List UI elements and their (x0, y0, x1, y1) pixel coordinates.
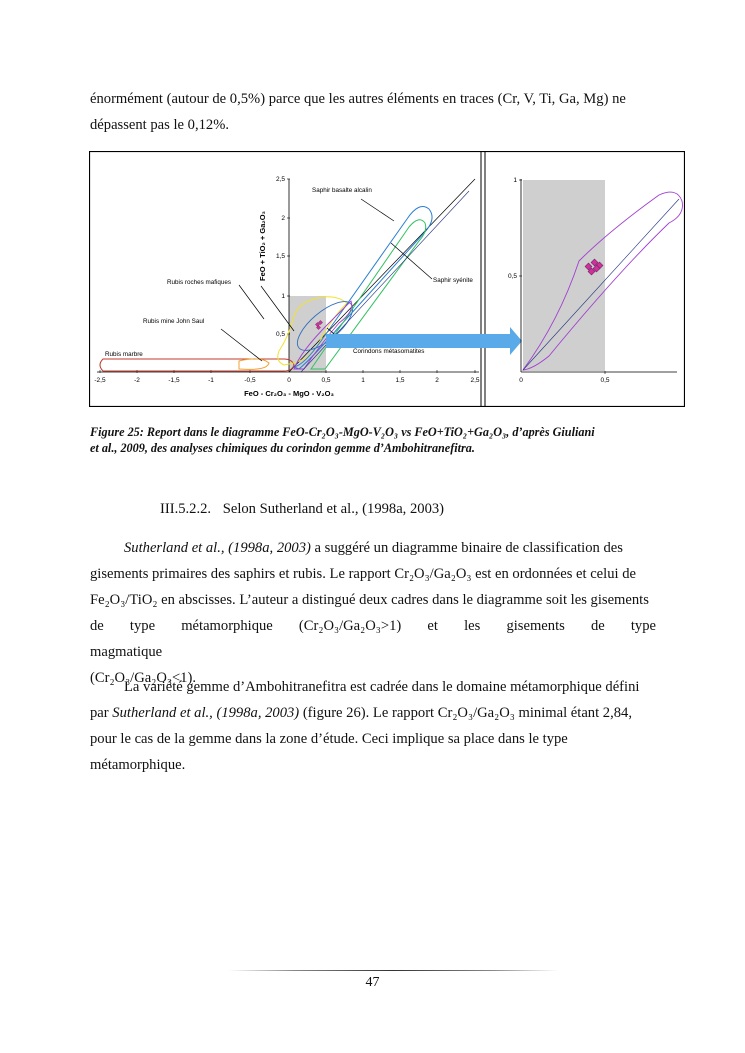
page-number: 47 (365, 975, 380, 990)
p3-line3: pour le cas de la gemme dans la zone d’étude. Ceci implique sa place dans le type (90, 731, 568, 747)
left-x-label: FeO - Cr₂O₃ - MgO - V₂O₃ (244, 389, 334, 398)
y-tick: 1,5 (275, 253, 285, 260)
footer-rule (228, 970, 558, 971)
right-y-tick: 1 (513, 177, 517, 184)
p3-ref: Sutherland et al., (1998a, 2003) (112, 705, 300, 721)
x-tick: -2 (134, 377, 140, 384)
paragraph-sutherland (90, 535, 656, 691)
p3-line4: métamorphique. (90, 757, 186, 773)
figure-25 (89, 151, 685, 407)
label-saphir-basalte: Saphir basalte alcalin (312, 187, 372, 194)
p3-line2-post: (figure 26). Le rapport Cr₂O₃/Ga₂O₃ minimal étant 2,84, (299, 705, 632, 721)
label-saphir-syenite: Saphir syénite (433, 277, 473, 284)
x-tick: 1,5 (395, 377, 405, 384)
y-tick: 0,5 (275, 331, 285, 338)
x-tick: -0,5 (244, 377, 256, 384)
x-tick: 0,5 (321, 377, 331, 384)
x-tick: 2 (435, 377, 439, 384)
label-corindons: Corindons métasomatites (353, 348, 425, 355)
right-x-tick: 0 (519, 377, 523, 384)
x-tick: -2,5 (94, 377, 106, 384)
left-y-label: FeO + TiO₂ + Ga₂O₃ (258, 210, 267, 282)
p2-ref: Sutherland et al., (1998a, 2003) (124, 540, 311, 556)
p3-line2 (90, 700, 656, 726)
right-x-tick: 0,5 (600, 377, 610, 384)
label-rubis-marbre: Rubis marbre (105, 351, 143, 358)
section-heading (160, 501, 452, 518)
top-paragraph (90, 86, 656, 138)
x-tick: 1 (361, 377, 365, 384)
label-rubis-roches: Rubis roches mafiques (167, 279, 232, 286)
p2-line1 (90, 535, 656, 561)
x-tick: 0 (287, 377, 291, 384)
section-title: Selon Sutherland et al., (1998a, 2003) (222, 501, 445, 517)
x-tick: 2,5 (470, 377, 480, 384)
section-number: III.5.2.2. (160, 501, 212, 517)
p2-line1-rest: a suggéré un diagramme binaire de classification des (310, 540, 623, 556)
y-tick: 2,5 (275, 176, 285, 183)
p3-line2-pre: par (90, 705, 113, 721)
right-grey-box (523, 180, 605, 371)
label-rubis-john-saul: Rubis mine John Saul (143, 318, 205, 325)
top-paragraph-line2: dépassent pas le 0,12%. (90, 117, 230, 133)
p3-line1: La variété gemme d’Ambohitranefitra est cadrée dans le domaine métamorphique défini (124, 679, 640, 695)
caption-line2: et al., 2009, des analyses chimiques du corindon gemme d’Ambohitranefitra. (90, 441, 475, 455)
paragraph-ambohitranefitra (90, 674, 656, 778)
caption-line1: Figure 25: Report dans le diagramme FeO-Cr₂O₃-MgO-V₂O₃ vs FeO+TiO₂+Ga₂O₃, d’après Giuliani (90, 425, 595, 439)
p2-line4: de type métamorphique (Cr₂O₃/Ga₂O₃>1) et les gisements de type magmatique (90, 618, 656, 660)
y-tick: 1 (281, 293, 285, 300)
y-tick: 2 (281, 215, 285, 222)
p2-line5: (Cr₂O₃/Ga₂O₃<1). (90, 670, 196, 686)
p2-line2: gisements primaires des saphirs et rubis. Le rapport Cr₂O₃/Ga₂O₃ est en ordonnées et celui de (90, 566, 636, 582)
x-tick: -1,5 (168, 377, 180, 384)
x-tick: -1 (208, 377, 214, 384)
top-paragraph-line1: énormément (autour de 0,5%) parce que les autres éléments en traces (Cr, V, Ti, Ga, Mg) ne (90, 91, 626, 107)
p2-line3: Fe₂O₃/TiO₂ en abscisses. L’auteur a distingué deux cadres dans le diagramme soit les gisements (90, 592, 649, 608)
figure-caption (90, 424, 660, 456)
right-y-tick: 0,5 (507, 273, 517, 280)
